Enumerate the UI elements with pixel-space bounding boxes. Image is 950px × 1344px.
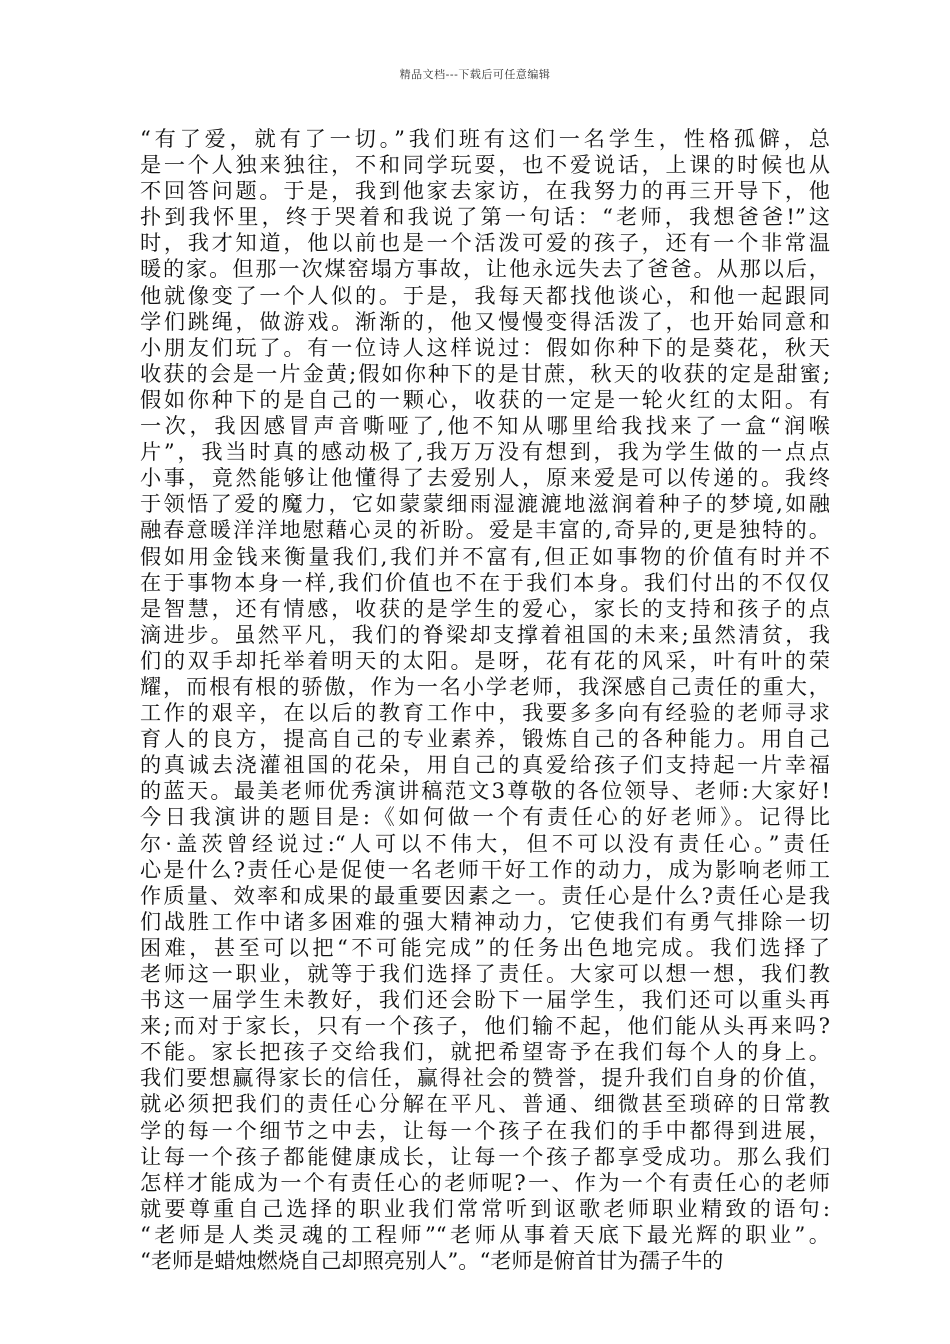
text-line: 的真诚去浇灌祖国的花朵，用自己的真爱给孩子们支持起一片幸福 <box>140 752 830 778</box>
text-line: 小事，竟然能够让他懂得了去爱别人，原来爱是可以传递的。我终 <box>140 465 830 491</box>
text-line: 老师这一职业，就等于我们选择了责任。大家可以想一想，我们教 <box>140 961 830 986</box>
text-line: 育人的良方，提高自己的专业素养，锻炼自己的各种能力。用自己 <box>140 726 830 752</box>
text-line: 融春意暖洋洋地慰藉心灵的祈盼。爱是丰富的,奇异的,更是独特的。 <box>140 517 830 543</box>
text-line: 是一个人独来独往，不和同学玩耍，也不爱说话，上课的时候也从 <box>140 152 830 178</box>
text-line: 扑到我怀里，终于哭着和我说了第一句话：“老师，我想爸爸!”这 <box>140 204 830 230</box>
text-line: 暖的家。但那一次煤窑塌方事故，让他永远失去了爸爸。从那以后， <box>140 256 830 282</box>
text-line: “有了爱，就有了一切。”我们班有这们一名学生，性格孤僻，总 <box>140 126 830 151</box>
text-line: 心是什么?责任心是促使一名老师干好工作的动力，成为影响老师工 <box>140 856 830 882</box>
text-line: 假如你种下的是自己的一颗心，收获的一定是一轮火红的太阳。有 <box>140 386 830 412</box>
text-line: 不回答问题。于是，我到他家去家访，在我努力的再三开导下，他 <box>140 178 830 204</box>
text-line: 滴进步。虽然平凡，我们的脊梁却支撑着祖国的未来;虽然清贫，我 <box>140 621 830 647</box>
text-line: 假如用金钱来衡量我们,我们并不富有,但正如事物的价值有时并不 <box>140 543 830 569</box>
text-line: 让每一个孩子都能健康成长，让每一个孩子都享受成功。那么我们 <box>140 1143 830 1169</box>
text-line: 学们跳绳，做游戏。渐渐的，他又慢慢变得活泼了，也开始同意和 <box>140 308 830 334</box>
text-line: 我们要想赢得家长的信任，赢得社会的赞誉，提升我们自身的价值， <box>140 1065 830 1091</box>
text-line: 作质量、效率和成果的最重要因素之一。责任心是什么?责任心是我 <box>140 882 830 908</box>
text-line: 收获的会是一片金黄;假如你种下的是甘蔗，秋天的收获的定是甜蜜; <box>140 360 830 386</box>
document-body <box>140 126 830 1274</box>
text-line: 小朋友们玩了。有一位诗人这样说过：假如你种下的是葵花，秋天 <box>140 334 830 360</box>
text-line: 今日我演讲的题目是:《如何做一个有责任心的好老师》。记得比 <box>140 804 830 830</box>
text-line: 的蓝天。最美老师优秀演讲稿范文3尊敬的各位领导、老师:大家好! <box>140 778 830 804</box>
text-line: 一次，我因感冒声音嘶哑了,他不知从哪里给我找来了一盒“润喉 <box>140 413 830 439</box>
text-line: 不能。家长把孩子交给我们，就把希望寄予在我们每个人的身上。 <box>140 1039 830 1065</box>
text-line: 于领悟了爱的魔力，它如蒙蒙细雨湿漉漉地滋润着种子的梦境,如融 <box>140 491 830 517</box>
text-line: 就要尊重自己选择的职业我们常常听到讴歌老师职业精致的语句: <box>140 1195 830 1221</box>
page-header: 精品文档---下载后可任意编辑 <box>399 68 551 81</box>
text-line: 是智慧，还有情感，收获的是学生的爱心，家长的支持和孩子的点 <box>140 595 830 621</box>
text-line: 他就像变了一个人似的。于是，我每天都找他谈心，和他一起跟同 <box>140 282 830 308</box>
text-line: 尔·盖茨曾经说过:“人可以不伟大，但不可以没有责任心。”责任 <box>140 830 830 856</box>
text-line: 时，我才知道，他以前也是一个活泼可爱的孩子，还有一个非常温 <box>140 230 830 256</box>
text-line: 在于事物本身一样,我们价值也不在于我们本身。我们付出的不仅仅 <box>140 569 830 595</box>
text-line: 工作的艰辛，在以后的教育工作中，我要多多向有经验的老师寻求 <box>140 700 830 726</box>
text-line: 困难，甚至可以把“不可能完成”的任务出色地完成。我们选择了 <box>140 934 830 960</box>
text-line: 学的每一个细节之中去，让每一个孩子在我们的手中都得到进展， <box>140 1117 830 1143</box>
text-line: 们的双手却托举着明天的太阳。是呀，花有花的风采，叶有叶的荣 <box>140 647 830 673</box>
text-line: 怎样才能成为一个有责任心的老师呢?一、作为一个有责任心的老师 <box>140 1169 830 1195</box>
text-line: 们战胜工作中诸多困难的强大精神动力，它使我们有勇气排除一切 <box>140 908 830 934</box>
text-line: 耀，而根有根的骄傲，作为一名小学老师，我深感自己责任的重大， <box>140 673 830 699</box>
text-line: 就必须把我们的责任心分解在平凡、普通、细微甚至琐碎的日常教 <box>140 1091 830 1117</box>
text-line: 来;而对于家长，只有一个孩子，他们输不起，他们能从头再来吗? <box>140 1013 830 1039</box>
text-line: 片”，我当时真的感动极了,我万万没有想到，我为学生做的一点点 <box>140 439 830 465</box>
text-line: “老师是人类灵魂的工程师”“老师从事着天底下最光辉的职业”。 <box>140 1221 830 1247</box>
text-line: “老师是蜡烛燃烧自己却照亮别人”。“老师是俯首甘为孺子牛的 <box>140 1248 724 1274</box>
text-line: 书这一届学生未教好，我们还会盼下一届学生，我们还可以重头再 <box>140 987 830 1013</box>
